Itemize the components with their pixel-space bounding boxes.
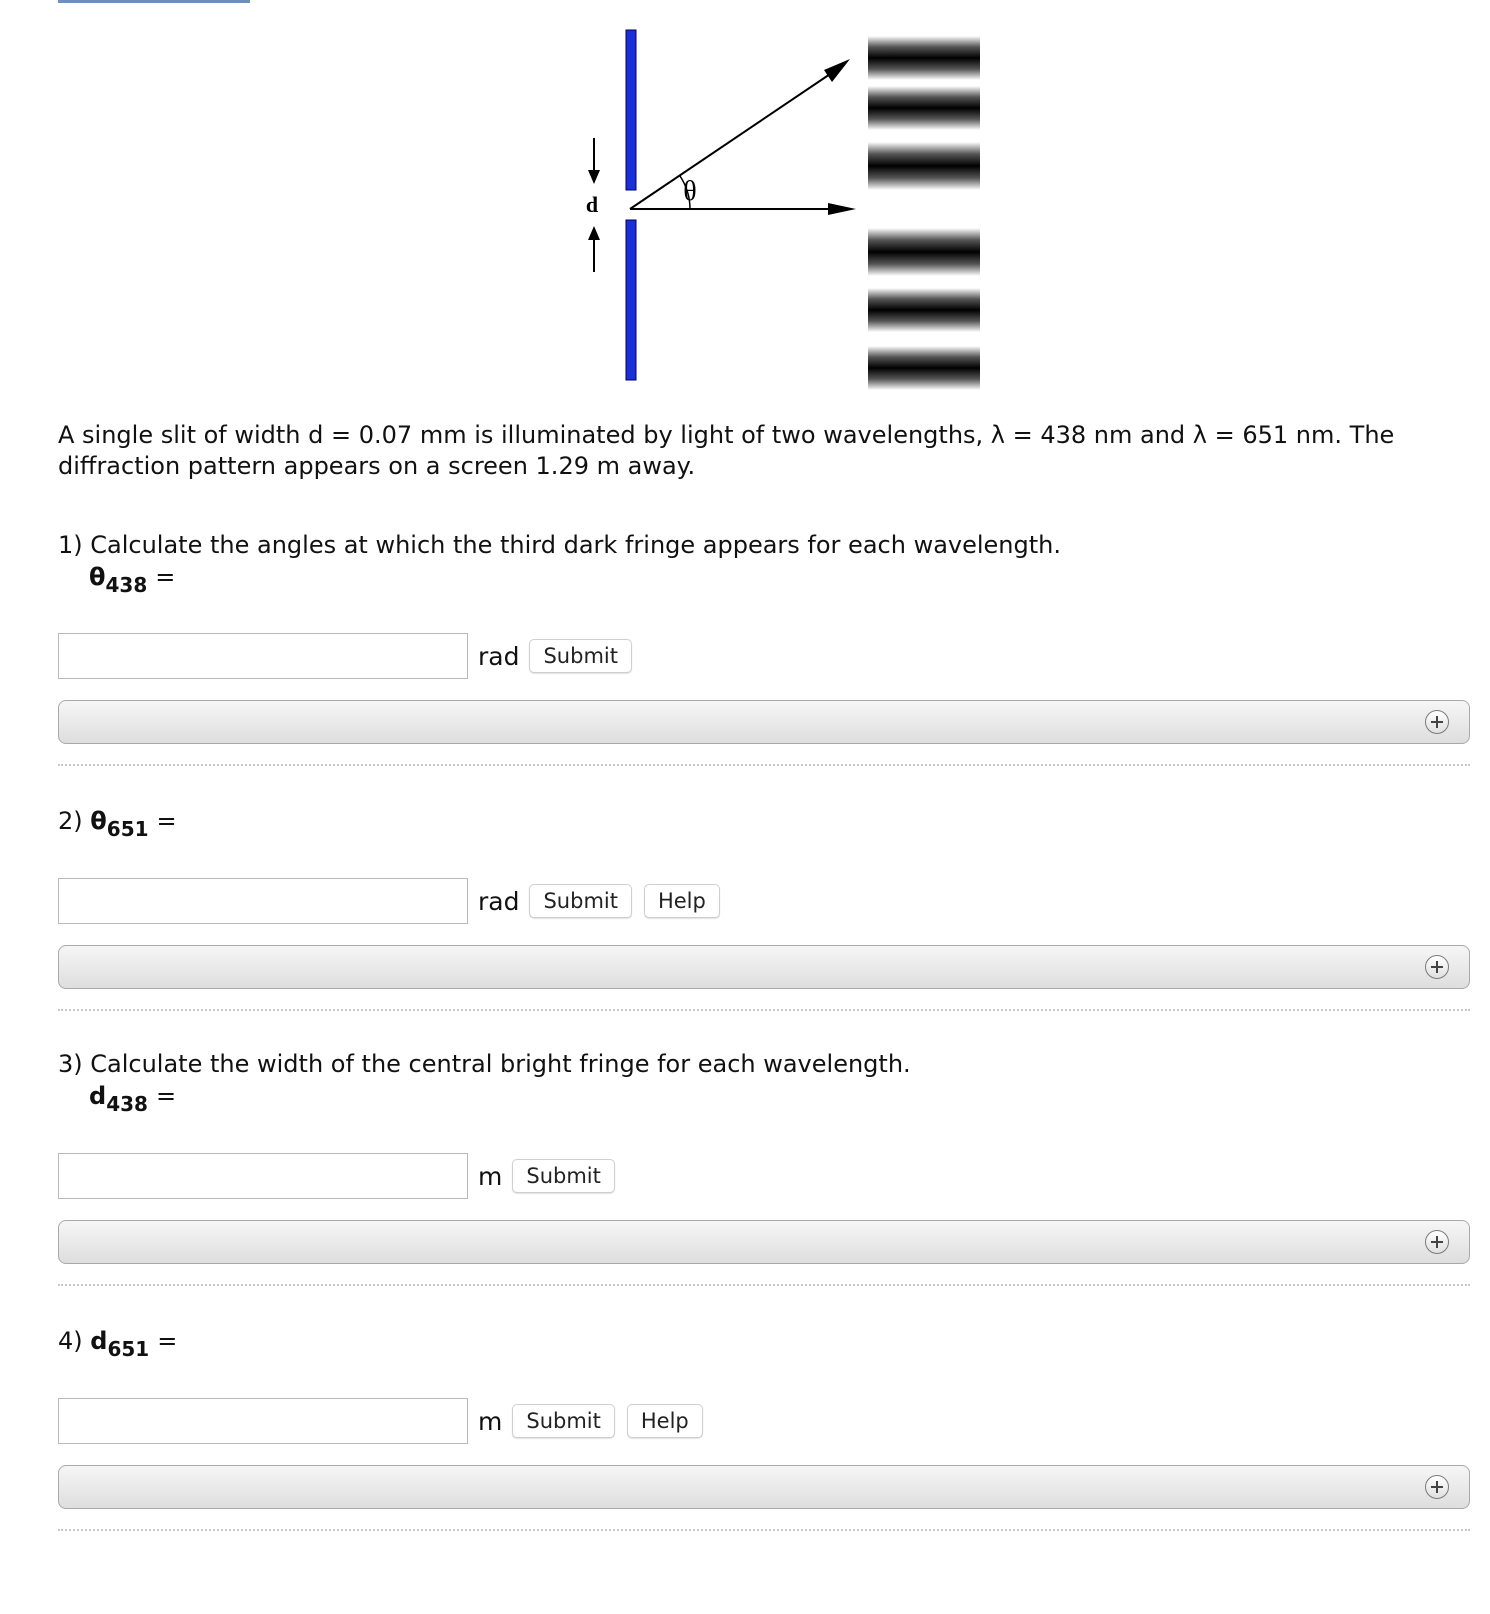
expand-plus-icon[interactable]: [1425, 1475, 1449, 1499]
angle-label: θ: [683, 176, 697, 207]
question-number: 2): [58, 807, 83, 835]
answer-input-4[interactable]: [58, 1398, 468, 1444]
dark-fringe: [868, 228, 980, 276]
angled-ray: [630, 66, 842, 209]
equals-sign: =: [155, 563, 176, 591]
question-divider: [58, 1284, 1470, 1286]
question-3-variable: [89, 1081, 177, 1116]
equals-sign: =: [156, 807, 177, 835]
help-button[interactable]: Help: [644, 884, 720, 918]
central-ray-arrowhead: [828, 203, 856, 215]
variable-symbol: d: [90, 1327, 108, 1355]
submit-button[interactable]: Submit: [529, 639, 632, 673]
dark-fringe: [868, 288, 980, 332]
question-3-answer-row: [58, 1152, 627, 1200]
unit-label: rad: [478, 641, 520, 671]
variable-subscript: 438: [106, 1092, 148, 1116]
question-divider: [58, 764, 1470, 766]
dark-fringe: [868, 36, 980, 80]
question-number: 4): [58, 1327, 83, 1355]
help-button[interactable]: Help: [627, 1404, 703, 1438]
answer-input-3[interactable]: [58, 1153, 468, 1199]
question-divider: [58, 1529, 1470, 1531]
variable-symbol: θ: [89, 563, 106, 591]
question-2-title: [58, 806, 177, 841]
variable-symbol: θ: [90, 807, 107, 835]
submit-button[interactable]: Submit: [512, 1159, 615, 1193]
answer-input-1[interactable]: [58, 633, 468, 679]
variable-subscript: 651: [107, 1337, 150, 1361]
submit-button[interactable]: Submit: [529, 884, 632, 918]
question-4-title: [58, 1326, 178, 1361]
variable-subscript: 438: [105, 573, 148, 597]
submit-button[interactable]: Submit: [512, 1404, 615, 1438]
d-arrowhead-bottom: [588, 226, 600, 240]
unit-label: m: [478, 1161, 503, 1191]
slit-barrier-bottom: [626, 220, 636, 380]
question-4-answer-row: [58, 1397, 715, 1445]
question-1-answer-row: [58, 632, 644, 680]
slit-barrier-top: [626, 30, 636, 190]
answer-input-2[interactable]: [58, 878, 468, 924]
equals-sign: =: [155, 1082, 177, 1110]
expand-plus-icon[interactable]: [1425, 1230, 1449, 1254]
dark-fringe: [868, 86, 980, 130]
expand-plus-icon[interactable]: [1425, 955, 1449, 979]
expand-plus-icon[interactable]: [1425, 710, 1449, 734]
top-tab-strip: [58, 0, 250, 3]
variable-subscript: 651: [106, 817, 149, 841]
feedback-panel-3[interactable]: [58, 1220, 1470, 1264]
slit-width-label: d: [585, 192, 599, 217]
d-arrowhead-top: [588, 170, 600, 184]
dark-fringe: [868, 142, 980, 190]
angled-ray-arrowhead: [824, 59, 850, 82]
question-3-title: 3) Calculate the width of the central bright fringe for each wavelength.: [58, 1050, 911, 1078]
feedback-panel-2[interactable]: [58, 945, 1470, 989]
question-divider: [58, 1009, 1470, 1011]
feedback-panel-1[interactable]: [58, 700, 1470, 744]
single-slit-diagram: [580, 22, 1020, 402]
unit-label: m: [478, 1406, 503, 1436]
dark-fringe: [868, 346, 980, 390]
equals-sign: =: [157, 1327, 178, 1355]
question-1-variable: [89, 562, 176, 597]
problem-statement: A single slit of width d = 0.07 mm is illuminated by light of two wavelengths, λ = 438 nm and λ = 651 nm. The diffraction pattern appears on a screen 1.29 m away.: [58, 421, 1395, 480]
question-2-answer-row: [58, 877, 732, 925]
diagram-svg: [580, 22, 1020, 402]
unit-label: rad: [478, 886, 520, 916]
question-1-title: 1) Calculate the angles at which the third dark fringe appears for each wavelength.: [58, 531, 1061, 559]
variable-symbol: d: [89, 1082, 107, 1110]
feedback-panel-4[interactable]: [58, 1465, 1470, 1509]
